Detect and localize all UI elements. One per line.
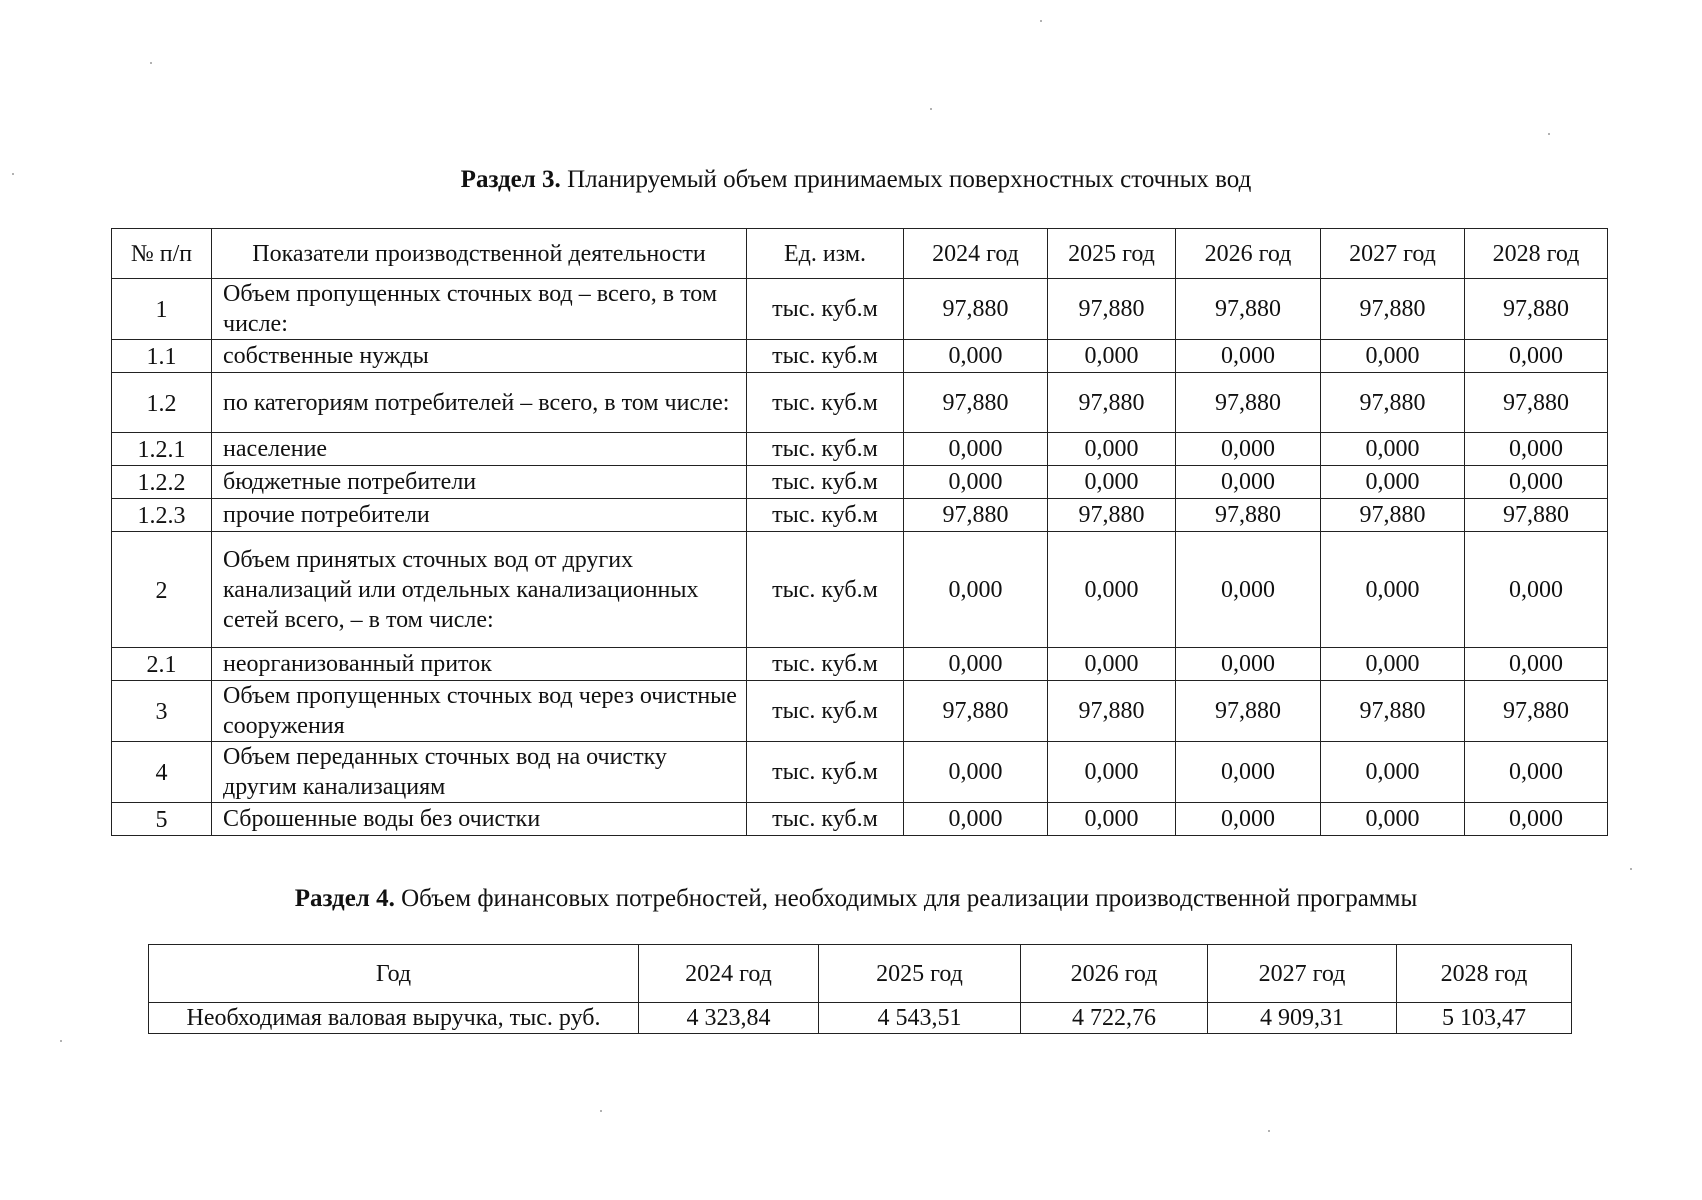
value-cell: 97,880 <box>904 373 1048 433</box>
col-header-year: Год <box>149 945 639 1003</box>
row-number: 1.2.1 <box>112 433 212 466</box>
value-cell: 0,000 <box>1465 532 1608 648</box>
indicator-name: Объем принятых сточных вод от других канализаций или отдельных канализационных сетей всего, – в том числе: <box>212 532 747 648</box>
value-cell: 0,000 <box>1048 466 1176 499</box>
value-cell: 0,000 <box>1465 803 1608 836</box>
scan-speck <box>150 62 152 64</box>
indicator-name: прочие потребители <box>212 499 747 532</box>
col-header-2024: 2024 год <box>904 229 1048 279</box>
section-3-label: Раздел 3. <box>460 166 561 193</box>
value-cell: 97,880 <box>1321 499 1465 532</box>
row-number: 4 <box>112 742 212 803</box>
revenue-value: 4 722,76 <box>1021 1003 1208 1034</box>
unit-cell: тыс. куб.м <box>747 279 904 340</box>
value-cell: 97,880 <box>1465 279 1608 340</box>
value-cell: 0,000 <box>1465 742 1608 803</box>
section-4-label: Раздел 4. <box>294 885 395 912</box>
unit-cell: тыс. куб.м <box>747 433 904 466</box>
unit-cell: тыс. куб.м <box>747 681 904 742</box>
indicator-name: Сброшенные воды без очистки <box>212 803 747 836</box>
table-header-row <box>112 229 1608 279</box>
table-row <box>112 340 1608 373</box>
value-cell: 0,000 <box>1321 433 1465 466</box>
value-cell: 97,880 <box>1176 681 1321 742</box>
table-row <box>112 742 1608 803</box>
col-header-number: № п/п <box>112 229 212 279</box>
value-cell: 0,000 <box>1321 532 1465 648</box>
table-row <box>112 373 1608 433</box>
value-cell: 0,000 <box>904 340 1048 373</box>
value-cell: 0,000 <box>904 803 1048 836</box>
revenue-value: 4 543,51 <box>819 1003 1021 1034</box>
table-row <box>149 1003 1572 1034</box>
indicator-name: по категориям потребителей – всего, в том числе: <box>212 373 747 433</box>
col-header-2027: 2027 год <box>1321 229 1465 279</box>
col-header-2028: 2028 год <box>1465 229 1608 279</box>
unit-cell: тыс. куб.м <box>747 466 904 499</box>
row-number: 1 <box>112 279 212 340</box>
value-cell: 0,000 <box>1048 742 1176 803</box>
table-header-row <box>149 945 1572 1003</box>
table-row <box>112 681 1608 742</box>
value-cell: 97,880 <box>1048 499 1176 532</box>
value-cell: 0,000 <box>1321 803 1465 836</box>
value-cell: 0,000 <box>1465 466 1608 499</box>
row-number: 1.1 <box>112 340 212 373</box>
row-number: 2.1 <box>112 648 212 681</box>
unit-cell: тыс. куб.м <box>747 340 904 373</box>
scan-speck <box>1548 133 1550 135</box>
indicator-name: собственные нужды <box>212 340 747 373</box>
value-cell: 97,880 <box>1176 373 1321 433</box>
table-row <box>112 648 1608 681</box>
table-row <box>112 433 1608 466</box>
row-number: 1.2 <box>112 373 212 433</box>
value-cell: 0,000 <box>1176 532 1321 648</box>
value-cell: 0,000 <box>1176 803 1321 836</box>
section-3-title <box>0 166 1702 194</box>
scan-speck <box>60 1040 62 1042</box>
value-cell: 0,000 <box>904 648 1048 681</box>
table-row <box>112 499 1608 532</box>
col-header-2024: 2024 год <box>639 945 819 1003</box>
col-header-2025: 2025 год <box>819 945 1021 1003</box>
col-header-2026: 2026 год <box>1176 229 1321 279</box>
section-4-title <box>0 885 1702 913</box>
value-cell: 97,880 <box>1048 279 1176 340</box>
value-cell: 97,880 <box>1465 499 1608 532</box>
value-cell: 0,000 <box>1048 433 1176 466</box>
indicator-name: население <box>212 433 747 466</box>
scan-speck <box>1268 1130 1270 1132</box>
value-cell: 0,000 <box>1465 433 1608 466</box>
unit-cell: тыс. куб.м <box>747 742 904 803</box>
production-indicators-table <box>111 228 1608 836</box>
value-cell: 97,880 <box>1465 681 1608 742</box>
scan-speck <box>1040 20 1042 22</box>
value-cell: 0,000 <box>1465 340 1608 373</box>
row-number: 1.2.2 <box>112 466 212 499</box>
value-cell: 0,000 <box>1321 648 1465 681</box>
revenue-label: Необходимая валовая выручка, тыс. руб. <box>149 1003 639 1034</box>
value-cell: 0,000 <box>1321 742 1465 803</box>
revenue-value: 4 909,31 <box>1208 1003 1397 1034</box>
value-cell: 0,000 <box>1048 648 1176 681</box>
col-header-2027: 2027 год <box>1208 945 1397 1003</box>
indicator-name: неорганизованный приток <box>212 648 747 681</box>
table-row <box>112 466 1608 499</box>
indicator-name: Объем пропущенных сточных вод – всего, в том числе: <box>212 279 747 340</box>
financial-needs-table <box>148 944 1572 1034</box>
value-cell: 97,880 <box>1048 373 1176 433</box>
value-cell: 97,880 <box>904 279 1048 340</box>
col-header-unit: Ед. изм. <box>747 229 904 279</box>
value-cell: 0,000 <box>1321 466 1465 499</box>
value-cell: 97,880 <box>1321 373 1465 433</box>
value-cell: 0,000 <box>1176 648 1321 681</box>
scan-speck <box>1630 868 1632 870</box>
value-cell: 0,000 <box>904 466 1048 499</box>
table-row <box>112 532 1608 648</box>
section-4-heading: Объем финансовых потребностей, необходимых для реализации производственной программы <box>401 885 1418 912</box>
value-cell: 0,000 <box>1048 340 1176 373</box>
row-number: 2 <box>112 532 212 648</box>
value-cell: 97,880 <box>904 681 1048 742</box>
value-cell: 0,000 <box>1048 532 1176 648</box>
row-number: 3 <box>112 681 212 742</box>
value-cell: 0,000 <box>1176 742 1321 803</box>
unit-cell: тыс. куб.м <box>747 648 904 681</box>
table-row <box>112 279 1608 340</box>
value-cell: 0,000 <box>904 433 1048 466</box>
value-cell: 97,880 <box>1176 279 1321 340</box>
col-header-2025: 2025 год <box>1048 229 1176 279</box>
indicator-name: Объем пропущенных сточных вод через очистные сооружения <box>212 681 747 742</box>
value-cell: 0,000 <box>1176 340 1321 373</box>
unit-cell: тыс. куб.м <box>747 532 904 648</box>
col-header-2026: 2026 год <box>1021 945 1208 1003</box>
row-number: 5 <box>112 803 212 836</box>
value-cell: 0,000 <box>1465 648 1608 681</box>
value-cell: 97,880 <box>1465 373 1608 433</box>
scan-speck <box>930 108 932 110</box>
table-row <box>112 803 1608 836</box>
revenue-value: 4 323,84 <box>639 1003 819 1034</box>
value-cell: 0,000 <box>1321 340 1465 373</box>
col-header-indicator: Показатели производственной деятельности <box>212 229 747 279</box>
value-cell: 97,880 <box>1321 681 1465 742</box>
value-cell: 0,000 <box>1176 466 1321 499</box>
row-number: 1.2.3 <box>112 499 212 532</box>
value-cell: 0,000 <box>904 532 1048 648</box>
indicator-name: бюджетные потребители <box>212 466 747 499</box>
unit-cell: тыс. куб.м <box>747 499 904 532</box>
scan-speck <box>12 173 14 175</box>
scan-speck <box>600 1110 602 1112</box>
indicator-name: Объем переданных сточных вод на очистку другим канализациям <box>212 742 747 803</box>
value-cell: 97,880 <box>1321 279 1465 340</box>
value-cell: 97,880 <box>1048 681 1176 742</box>
value-cell: 97,880 <box>1176 499 1321 532</box>
value-cell: 0,000 <box>904 742 1048 803</box>
unit-cell: тыс. куб.м <box>747 803 904 836</box>
section-3-heading: Планируемый объем принимаемых поверхностных сточных вод <box>567 166 1252 193</box>
value-cell: 0,000 <box>1176 433 1321 466</box>
value-cell: 0,000 <box>1048 803 1176 836</box>
col-header-2028: 2028 год <box>1397 945 1572 1003</box>
unit-cell: тыс. куб.м <box>747 373 904 433</box>
revenue-value: 5 103,47 <box>1397 1003 1572 1034</box>
value-cell: 97,880 <box>904 499 1048 532</box>
